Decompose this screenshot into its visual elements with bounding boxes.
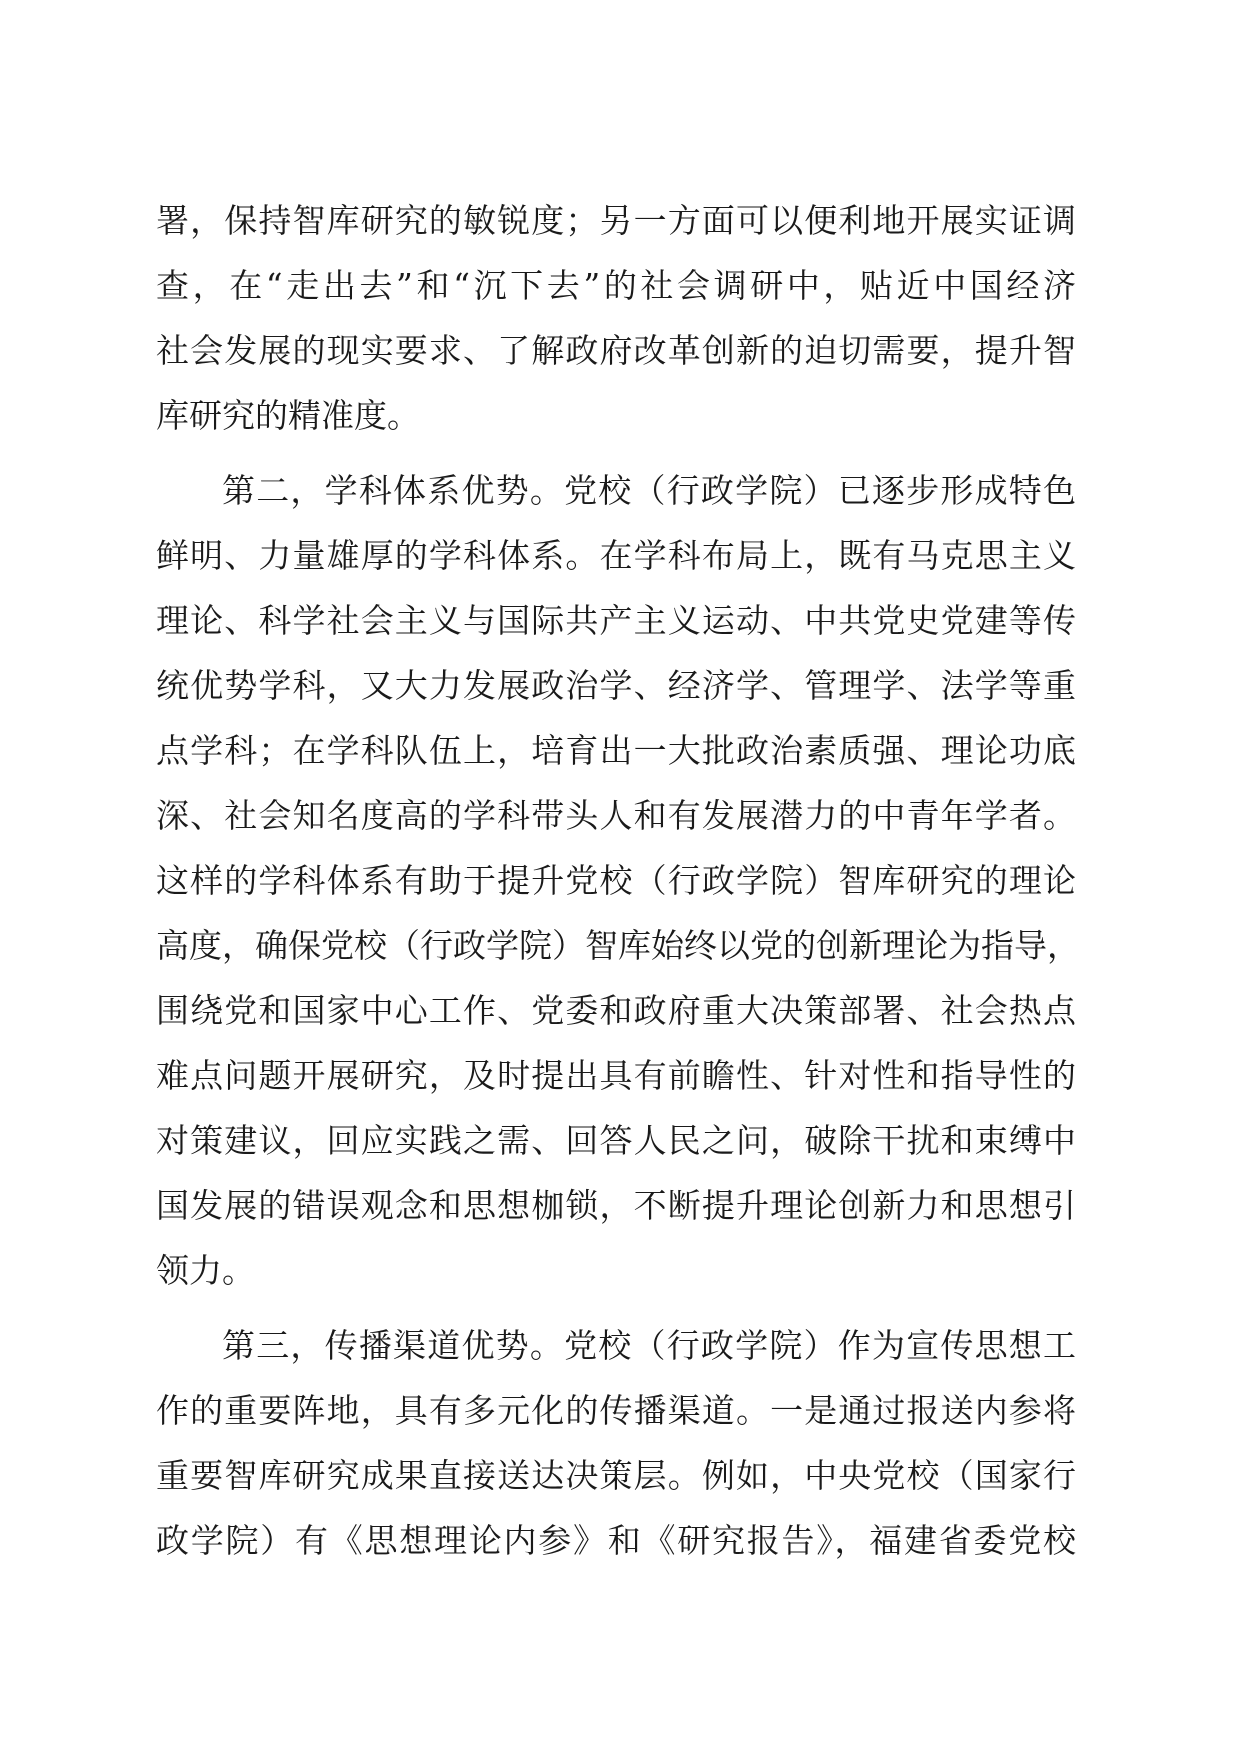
text-line: 难点问题开展研究，及时提出具有前瞻性、针对性和指导性的 [156, 1056, 1076, 1095]
text-line: 库研究的精准度。 [156, 396, 420, 435]
paragraph-3 [156, 1313, 1076, 1573]
text-line: 重要智库研究成果直接送达决策层。例如，中央党校（国家行 [156, 1456, 1076, 1495]
body-text [156, 188, 1080, 1573]
paragraph-1 [156, 188, 1076, 448]
text-line: 社会发展的现实要求、了解政府改革创新的迫切需要，提升智 [156, 331, 1076, 370]
text-line: 署，保持智库研究的敏锐度；另一方面可以便利地开展实证调 [156, 201, 1076, 240]
text-line: 领力。 [156, 1251, 255, 1290]
text-line: 深、社会知名度高的学科带头人和有发展潜力的中青年学者。 [156, 796, 1076, 835]
text-line: 统优势学科，又大力发展政治学、经济学、管理学、法学等重 [156, 666, 1076, 705]
text-line: 鲜明、力量雄厚的学科体系。在学科布局上，既有马克思主义 [156, 536, 1076, 575]
text-line: 高度，确保党校（行政学院）智库始终以党的创新理论为指导， [156, 926, 1080, 965]
text-line: 这样的学科体系有助于提升党校（行政学院）智库研究的理论 [156, 861, 1076, 900]
text-line: 查，在“走出去”和“沉下去”的社会调研中，贴近中国经济 [156, 266, 1076, 305]
text-line: 第三，传播渠道优势。党校（行政学院）作为宣传思想工 [222, 1326, 1076, 1365]
paragraph-2 [156, 458, 1080, 1303]
text-line: 点学科；在学科队伍上，培育出一大批政治素质强、理论功底 [156, 731, 1076, 770]
text-line: 理论、科学社会主义与国际共产主义运动、中共党史党建等传 [156, 601, 1076, 640]
text-line: 第二，学科体系优势。党校（行政学院）已逐步形成特色 [222, 471, 1076, 510]
text-line: 围绕党和国家中心工作、党委和政府重大决策部署、社会热点 [156, 991, 1076, 1030]
text-line: 对策建议，回应实践之需、回答人民之问，破除干扰和束缚中 [156, 1121, 1076, 1160]
text-line: 政学院）有《思想理论内参》和《研究报告》，福建省委党校 [156, 1521, 1076, 1560]
text-line: 国发展的错误观念和思想枷锁，不断提升理论创新力和思想引 [156, 1186, 1076, 1225]
text-line: 作的重要阵地，具有多元化的传播渠道。一是通过报送内参将 [156, 1391, 1076, 1430]
